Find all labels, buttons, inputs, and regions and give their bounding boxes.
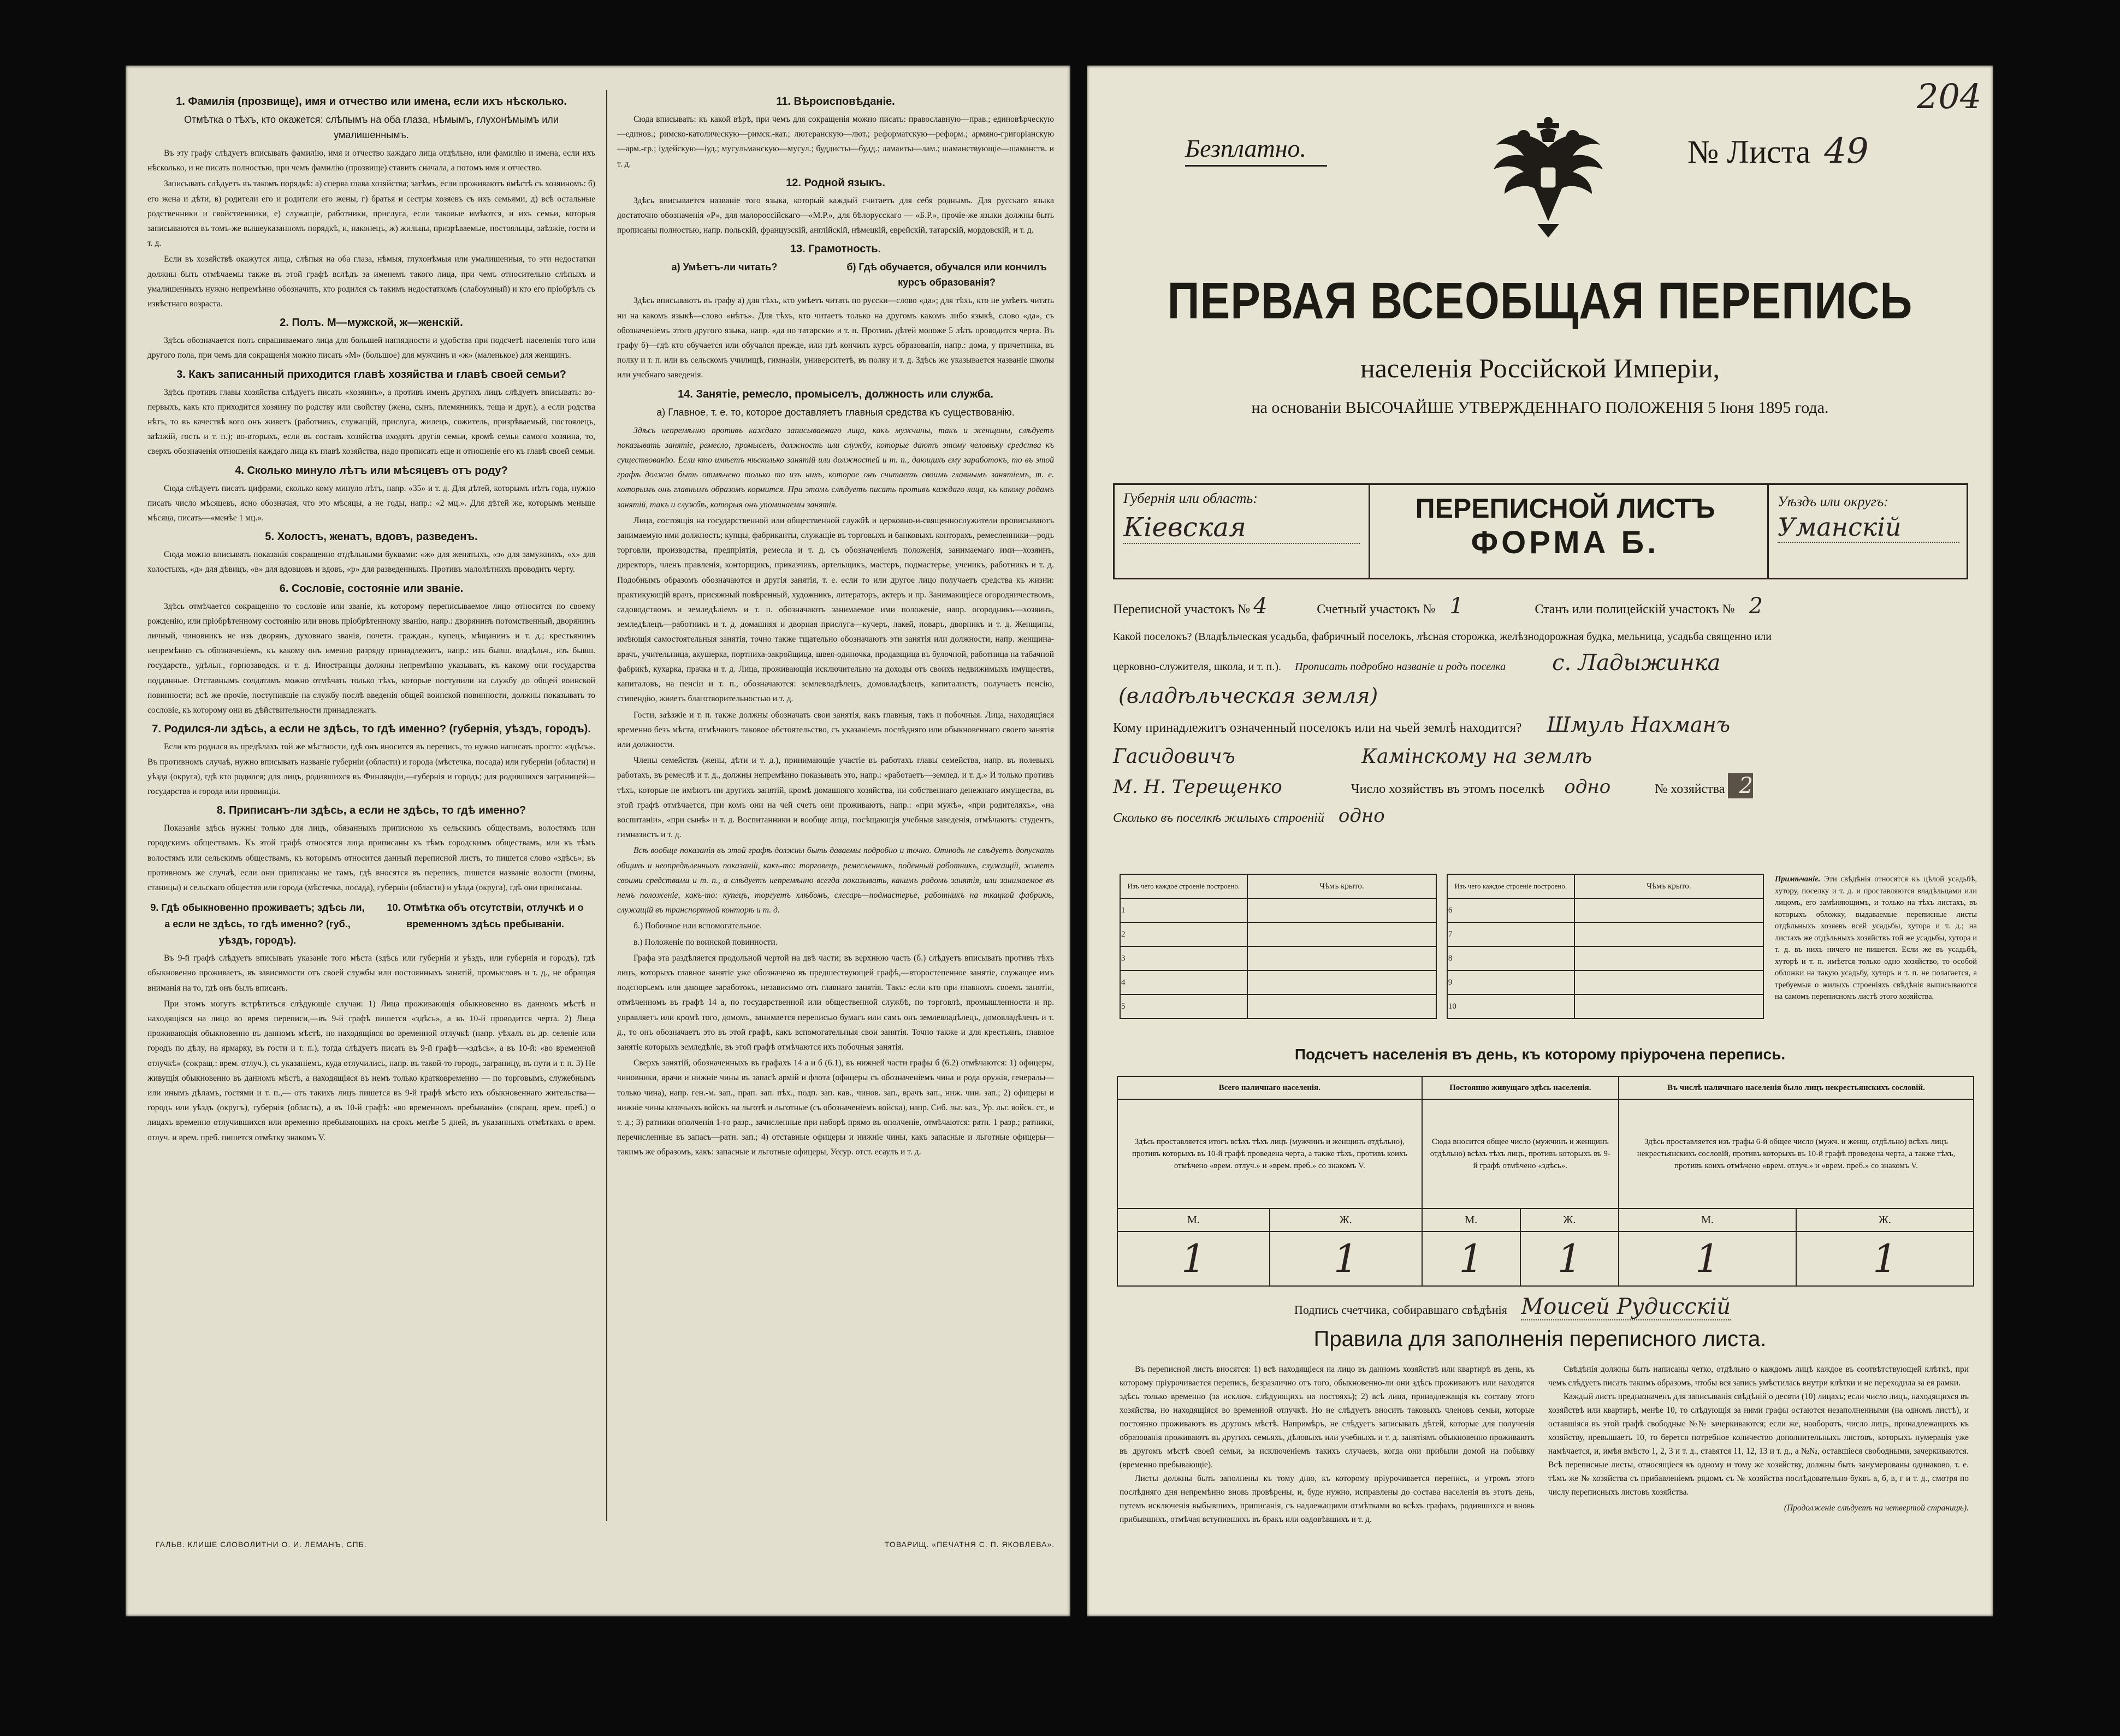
section-1-title: 1. Фамилія (прозвище), имя и отчество или имена, если ихъ нѣсколько.	[176, 96, 567, 108]
landowner-value: М. Н. Терещенко	[1113, 776, 1282, 798]
police-district-label: Станъ или полицейскій участокъ №	[1535, 602, 1735, 617]
female-column-label: Ж.	[1520, 1208, 1619, 1231]
instructions-column-1	[147, 90, 595, 1521]
form-title-cell	[1369, 485, 1762, 561]
uezd-cell	[1767, 485, 1968, 578]
settlement-type-value: (владѣльческая земля)	[1118, 684, 1378, 708]
count-desc-nonpeasant: Здѣсь проставляется изъ графы 6-й общее число (мужч. и женщ. отдѣльно) всѣхъ лицъ некрестьянскихъ сословій, противъ которыхъ въ 10-й графѣ проведена черта, а также тѣхъ, противъ коихъ отмѣчено «врем. отлуч.» и «врем. преб.» со знакомъ V.	[1619, 1099, 1974, 1208]
buildings-table	[1120, 874, 1764, 1019]
rules-text: Въ переписной листъ вносятся: 1) всѣ находящіеся на лицо въ данномъ хозяйствѣ или квартирѣ въ день, къ которому пріурочивается перепись, безразлично отъ того, обыкновенно-ли они здѣсь проживаютъ или находятся здѣсь только временно (за исключ. слѣдующихъ на постояхъ); 2) всѣ лица, принадлежащія къ составу этого хозяйства, но находящіяся во временной отлучкѣ. Но не слѣдуетъ вносить таковыхъ членовъ семьи, которые постоянно проживаютъ въ другомъ мѣстѣ. Напримѣръ, не слѣдуетъ записывать дѣтей, которые для полученія образованія проживаютъ въ другихъ семьяхъ, дѣловыхъ или учебныхъ и т. д. занятіямъ обыкновенно проживаютъ въ другомъ мѣстѣ своей семьи, за исключеніемъ такихъ случаевъ, когда они прибыли домой на побывку (временно пребывающіе).	[1120, 1365, 1535, 1470]
section-14-text: Сверхъ занятій, обозначенныхъ въ графахъ 14 а и б (6.1), въ нижней части графы б (6.2) отмѣчаются: 1) офицеры, чиновники, врачи и нижніе чины въ запасѣ армій и флота (офицеры съ обозначеніемъ чина и рода оружія, генералы—только чина), напр. ген.-м. зап., прап. зап. пѣх., подп. зап. кав., чинов. зап., врачъ зап., ниж. чин. зап.; 2) офицеры и нижніе чины казачьихъ войскъ на льготѣ и льготные (съ обозначеніемъ войска), напр. Сиб. льг. каз., Ур. льг. войск. ст., и т. д.; 3) ратники ополченія 1-го разр., зачисленные при наборѣ прямо въ ополченіе, отмѣчаются: ратн. 1 разр.; ратники, перечисленные въ запасъ—ратн. зап.; 4) отставные офицеры и нижніе чины, какъ запасные и льготные офицеры—такимъ же образомъ, какъ: запасные и льготные офицеры, Уссур. отст. есаулъ и т. д.	[617, 1058, 1054, 1157]
buildings-table-header	[1120, 874, 1763, 898]
uezd-value: Уманскій	[1778, 512, 1959, 543]
section-5-title: 5. Холостъ, женатъ, вдовъ, разведенъ.	[265, 531, 478, 543]
section-12-title: 12. Родной языкъ.	[786, 176, 885, 189]
row-number: 4	[1120, 970, 1247, 994]
male-column-label: М.	[1117, 1208, 1270, 1231]
gubernia-value: Кіевская	[1123, 512, 1360, 544]
section-14-text: Лица, состоящія на государственной или общественной службѣ и церковно-и-священнослужители прописываютъ занимаемую ими должность; купцы, фабриканты, служащіе въ торговыхъ и банковыхъ конторахъ, ремесленники—родъ торговли, производства, предпріятія, ремесла и т. д. съ обозначеніемъ положенія, занимаемаго ими—хозяинъ, директоръ, членъ правленія, конторщикъ, приказчикъ, артельщикъ, мастеръ, подмастерье, ученикъ, работникъ и т. д. Подобнымъ образомъ обозначаются и другія занятія, т. е. если то или другое лицо получаетъ средства къ жизни: практикующій врачъ, присяжный повѣренный, художникъ, литераторъ, актеръ и пр. Занимающіеся огородничествомъ, садоводствомъ и земледѣліемъ и т. п. обозначаютъ занимаемое ими положеніе, напр. огородникъ—хозяинъ, земледѣлецъ—работникъ и т. д. домашняя и дворная прислуга—кучеръ, лакей, поваръ, дворникъ и т. д. Женщины, имѣющія самостоятельныя занятія, точно также тщательно обозначаютъ эти занятія или должности, напр. женщина-врачъ, учительница, акушерка, портниха-закройщица, швея-одиночка, продавщица въ булочной, работница на табачной фабрикѣ, кухарка, прачка и т. д. Лица, проживающія исключительно на доходы отъ своихъ недвижимыхъ имуществъ, капиталовъ, на пенсіи и т. п., обозначаются: землевладѣлецъ, домовладѣлецъ, капиталистъ, получаетъ пенсію, стипендію, живетъ благотворительностью и т. д.	[617, 516, 1054, 704]
section-4-title: 4. Сколько минуло лѣтъ или мѣсяцевъ отъ роду?	[235, 464, 508, 477]
section-14-text: Члены семействъ (жены, дѣти и т. д.), принимающіе участіе въ работахъ главы семейства, напр. въ полевыхъ работахъ, въ ремеслѣ и т. д., должны непремѣнно показывать это, напр.: «работаетъ—землед. и т. д.» И только противъ тѣхъ, которые не имѣютъ ни другихъ занятій, кромѣ домашняго хозяйства, ни собственнаго денежнаго имущества, въ этой графѣ отмѣчается, при комъ они на чей счетъ они проживаютъ, напр.: «при мужѣ», «при родителяхъ», «на воспитаніи», «при сынѣ» и т. д. Воспитанники и вообще лица, посѣщающія учебныя заведенія, отмѣчаютъ: студентъ, гимназистъ и т. д.	[617, 756, 1054, 840]
rules-text: Каждый листъ предназначенъ для записыванія свѣдѣній о десяти (10) лицахъ; если число лицъ, находящихся въ хозяйствѣ или квартирѣ, менѣе 10, то слѣдующія за ними графы остаются незаполненными (на одномъ листѣ), и оставшіяся въ этой графѣ свободные №№ зачеркиваются; если же, наоборотъ, число лицъ, принадлежащихъ къ хозяйству, превышаетъ 10, то берется потребное количество дополнительныхъ листовъ, которыхъ нумерація уже намѣчается, и, имѣя вмѣсто 1, 2, 3 и т. д., ставятся 11, 12, 13 и т. д., а №№, оставшіеся свободными, зачеркиваются. Всѣ переписные листы, относящіеся къ одному и тому же хозяйству, должны быть занумерованы одинаково, т. е. тѣмъ же № хозяйства съ прибавленіемъ рядомъ съ № хозяйства послѣдовательно буквъ а, б, в, г и т. д., смотря по числу переписныхъ листовъ хозяйства.	[1548, 1392, 1969, 1497]
double-headed-eagle-icon	[1485, 115, 1611, 246]
rules-continuation-note: (Продолженіе слѣдуетъ на четвертой страницѣ).	[1784, 1503, 1969, 1513]
section-2-text: Здѣсь обозначается полъ спрашиваемаго лица для большей наглядности и удобства при подсчетѣ населенія того или другого пола, при чемъ для сокращенія можно писать «М» (большое) для мужчинъ и «ж» (маленькое) для женщинъ.	[147, 336, 595, 360]
section-2-title: 2. Полъ. М—мужской, ж—женскій.	[280, 317, 463, 329]
rules-text: Листы должны быть заполнены къ тому дню, къ которому пріурочивается перепись, и утромъ этого послѣдняго дня непремѣнно вновь провѣрены, и, буде нужно, исправлены до состава населенія въ этотъ день, путемъ исключенія выбывшихъ, приписанія, съ надлежащими отмѣтками во всѣхъ графахъ, родившихся и вновь прибывшихъ, отмѣчая вступившихъ въ бракъ или овдовѣвшихъ и т. д.	[1120, 1474, 1535, 1524]
column-divider	[606, 90, 607, 1521]
sheet-number-label: № Листа	[1687, 134, 1811, 170]
section-12-text: Здѣсь вписывается названіе того языка, который каждый считаетъ для себя роднымъ. Для русскаго языка достаточно обозначенія «Р», для малороссійскаго—«М.Р.», для бѣлорусскаго — «Б.Р.», прочіе-же языки должны быть прописаны полностью, напр. польскій, французскій, англійскій, нѣмецкій, еврейскій, татарскій, мордовскій, и т. д.	[617, 195, 1054, 235]
subtitle-law: на основаніи ВЫСОЧАЙШЕ УТВЕРЖДЕННАГО ПОЛОЖЕНІЯ 5 Іюня 1895 года.	[1251, 399, 1829, 417]
section-14-title: 14. Занятіе, ремесло, промыселъ, должность или служба.	[678, 388, 993, 400]
row-number: 5	[1120, 994, 1247, 1018]
section-9-title: 9. Гдѣ обыкновенно проживаетъ; здѣсь ли, а если не здѣсь, то гдѣ именно? (губ., уѣздъ, городъ).	[150, 902, 365, 946]
form-title: ПЕРЕПИСНОЙ ЛИСТЪ	[1415, 493, 1715, 524]
owner-value-2: Гасидовичъ	[1113, 745, 1235, 768]
count-description-row	[1117, 1099, 1974, 1208]
buildings-material-header: Изъ чего каждое строеніе построено.	[1447, 874, 1574, 898]
police-district-value: 2	[1749, 594, 1763, 619]
count-header-nonpeasant: Въ числѣ наличнаго населенія было лицъ некрестьянскихъ сословій.	[1619, 1076, 1974, 1099]
population-count-table	[1117, 1076, 1974, 1287]
free-label-text: Безплатно.	[1185, 134, 1307, 162]
section-1-subtitle: Отмѣтка о тѣхъ, кто окажется: слѣпымъ на оба глаза, нѣмымъ, глухонѣмымъ или умалишеннымъ.	[184, 114, 559, 140]
settlement-row	[1113, 648, 1965, 682]
count-title: Подсчетъ населенія въ день, къ которому пріурочена перепись.	[1294, 1046, 1786, 1063]
sheet-number	[1687, 131, 1869, 171]
section-14-text: Всѣ вообще показанія въ этой графѣ должны быть даваемы подробно и точно. Отнюдь не слѣдуетъ допускать общихъ и неопредѣленныхъ показаній, какъ-то: торговецъ, ремесленникъ, поденный работникъ, служащій, живетъ своими средствами и т. п., а слѣдуетъ непремѣнно всегда показывать, какимъ родомъ занятія, или занимаемое въ немъ положеніе, какъ-то: купецъ, торгуетъ хлѣбомъ, слесарь—подмастерье, работникъ на ткацкой фабрикѣ, служащій въ транспортной конторѣ и т. д.	[617, 846, 1054, 915]
row-number: 2	[1120, 922, 1247, 946]
sheet-number-value: 49	[1824, 131, 1869, 171]
counting-district-label: Счетный участокъ №	[1317, 602, 1436, 617]
section-6-title: 6. Сословіе, состояніе или званіе.	[279, 582, 464, 595]
row-number: 10	[1447, 994, 1574, 1018]
count-value: 1	[1117, 1231, 1270, 1286]
settlement-name-value: с. Ладыжинка	[1552, 650, 1721, 676]
section-14c-title: в.) Положеніе по воинской повинности.	[633, 937, 778, 947]
male-column-label: М.	[1619, 1208, 1796, 1231]
row-number: 7	[1447, 922, 1574, 946]
section-7-title: 7. Родился-ли здѣсь, а если не здѣсь, то гдѣ именно? (губернія, уѣздъ, городъ).	[152, 723, 591, 736]
owner-label: Кому принадлежитъ означенный поселокъ или на чьей землѣ находится?	[1113, 721, 1522, 735]
settlement-question: Какой поселокъ? (Владѣльческая усадьба, фабричный поселокъ, лѣсная сторожка, желѣзнодорожная будка, мельница, усадьба священно или	[1113, 631, 1772, 643]
buildings-note	[1775, 874, 1977, 1003]
note-title: Примѣчаніе.	[1775, 875, 1821, 884]
form-fields	[1113, 590, 1965, 830]
sections-9-10-headings	[147, 896, 595, 951]
buildings-count-label: Сколько въ поселкѣ жилыхъ строеній	[1113, 811, 1324, 825]
households-count-label: Число хозяйствъ въ этомъ поселкѣ	[1351, 782, 1545, 796]
counting-district-value: 1	[1449, 594, 1464, 619]
section-14-text: Здѣсь непремѣнно противъ каждаго записываемаго лица, какъ мужчины, такъ и женщины, слѣдуетъ показывать занятіе, ремесло, промыселъ, должность или службу, которые даютъ этому человѣку средства къ существованію. Если кто имѣетъ нѣсколько занятій или должностей и т. п., дающихъ ему заработокъ, то въ этой графѣ должно быть отмѣчено только то изъ нихъ, которое онъ считаетъ своимъ главнымъ занятіемъ, т. е. которымъ онъ главнымъ образомъ кормится. При этомъ слѣдуетъ писать противъ каждаго лица, къ какому родамъ занятій, такъ и службѣ, которыя онъ упоминаемы занятія.	[617, 425, 1054, 509]
section-13-text: Здѣсь вписываютъ въ графу а) для тѣхъ, кто умѣетъ читать по русски—слово «да»; для тѣхъ, кто не умѣетъ читать ни на какомъ языкѣ—слово «нѣтъ». Для тѣхъ, кто читаетъ только на другомъ какомъ либо языкѣ, слово «да», съ обозначеніемъ этого другого языка, напр. «да по татарски» и т. п. Противъ дѣтей моложе 5 лѣтъ проводится черта. Въ графу б)—гдѣ кто обучается или обучался прежде, или гдѣ кончилъ курсъ образованія, напр.: дома, у причетника, въ полку и т. п. или въ сельскомъ училищѣ, гимназіи, университетѣ, въ полку и т. д. Здѣсь же указывается названіе школы или учебнаго заведенія.	[617, 296, 1054, 380]
section-13-subheads	[617, 259, 1054, 293]
rules-text: Свѣдѣнія должны быть написаны четко, отдѣльно о каждомъ лицѣ каждое въ соотвѣтствующей клѣткѣ, при чемъ слѣдуетъ писать такимъ образомъ, чтобы вся запись умѣстилась внутри клѣтки и не переходила за ея рамки.	[1548, 1365, 1969, 1388]
settlement-name-label: Прописать подробно названіе и родъ поселка	[1295, 661, 1506, 673]
table-row	[1120, 898, 1763, 922]
section-1-text: Записывать слѣдуетъ въ такомъ порядкѣ: а) сперва глава хозяйства; затѣмъ, если проживаютъ вмѣстѣ съ хозяиномъ: б) его жена и дѣти, в) родители его и родители его жены, г) братья и сестры хозяевъ съ ихъ семьями, д) всѣ остальные родственники и свойственники, е) служащіе, работники, прислуга, если таковые имѣются, и ихъ семьи, которыя записываются въ томъ-же вышеуказанномъ порядкѣ, и, наконецъ, ж) жильцы, призрѣваемые, постояльцы, заѣзжіе, гости и т. д.	[147, 179, 595, 248]
row-number: 8	[1447, 946, 1574, 970]
left-page	[126, 66, 1070, 1616]
free-label-underline	[1185, 165, 1327, 167]
subtitle: населенія Россійской Имперіи,	[1360, 353, 1720, 383]
female-column-label: Ж.	[1796, 1208, 1974, 1231]
row-number: 9	[1447, 970, 1574, 994]
buildings-roof-header: Чѣмъ крыто.	[1574, 874, 1763, 898]
count-value: 1	[1422, 1231, 1520, 1286]
count-value: 1	[1796, 1231, 1974, 1286]
owner-row	[1113, 709, 1965, 743]
count-header-permanent: Постоянно живущаго здѣсь населенія.	[1422, 1076, 1619, 1099]
section-3-text: Здѣсь противъ главы хозяйства слѣдуетъ писать «хозяинъ», а противъ именъ другихъ лицъ слѣдуетъ вписывать: во-первыхъ, какъ кто приходится хозяину по родству или свойству (жена, сынъ, племянникъ, теща и друг.), а если родства нѣтъ, то въ качествѣ кого онъ живетъ (работникъ, служащій, прислуга, жилецъ, сожитель, призрѣваемый, постоялецъ, заѣзжій, гость и т. п.); во-вторыхъ, если въ составъ хозяйства входятъ другія семьи, кромѣ семьи самого хозяина, то, сверхъ обозначенія отношенія каждаго лица къ главѣ хозяйства, надо прописать еще и отношеніе его къ главѣ своей семьи.	[147, 387, 595, 457]
buildings-spacer	[1436, 874, 1447, 898]
table-row	[1120, 970, 1763, 994]
section-13a: а) Умѣетъ-ли читать?	[671, 262, 778, 273]
row-number: 1	[1120, 898, 1247, 922]
households-count-value: одно	[1564, 776, 1611, 798]
rules-column-1	[1120, 1362, 1535, 1526]
buildings-row	[1113, 804, 1965, 830]
buildings-count-value: одно	[1338, 805, 1385, 827]
signature-row	[1294, 1294, 1731, 1319]
free-label	[1185, 134, 1327, 167]
table-row	[1120, 994, 1763, 1018]
form-row-districts	[1113, 590, 1965, 626]
section-7-text: Если кто родился въ предѣлахъ той же мѣстности, гдѣ онъ вносится въ перепись, то нужно написать просто: «здѣсь». Въ противномъ случаѣ, нужно вписывать названіе губерніи (области) и города (мѣстечка, посада) или губерніи (области) и уѣзда (округа), гдѣ кто родился; для лицъ, родившихся въ Финляндіи,—губернія и городъ; для родившихся заграницей—государства и города или провинціи.	[147, 742, 595, 796]
male-column-label: М.	[1422, 1208, 1520, 1231]
gubernia-label: Губернія или область:	[1123, 490, 1258, 506]
count-value: 1	[1520, 1231, 1619, 1286]
section-8-title: 8. Приписанъ-ли здѣсь, а если не здѣсь, то гдѣ именно?	[216, 804, 526, 817]
section-14-text: Гости, заѣзжіе и т. п. также должны обозначать свои занятія, какъ главныя, такъ и побочныя. Лица, находящіяся временно безъ мѣста, отмѣчаютъ таковое обстоятельство, съ указаніемъ послѣдняго или обыкновеннаго своего занятія или должности.	[617, 710, 1054, 749]
settlement-examples: церковно-служителя, школа, и т. п.).	[1113, 661, 1281, 673]
count-value: 1	[1619, 1231, 1796, 1286]
count-values-row	[1117, 1231, 1974, 1286]
right-page	[1087, 66, 1993, 1616]
printer-credit-right: ТОВАРИЩ. «ПЕЧАТНЯ С. П. ЯКОВЛЕВА».	[885, 1540, 1055, 1549]
uezd-label: Уѣздъ или округъ:	[1778, 494, 1888, 509]
buildings-roof-header: Чѣмъ крыто.	[1247, 874, 1436, 898]
buildings-material-header: Изъ чего каждое строеніе построено.	[1120, 874, 1247, 898]
count-header-present: Всего наличнаго населенія.	[1117, 1076, 1422, 1099]
corner-number: 204	[1917, 76, 1982, 116]
owner-row-2	[1113, 743, 1965, 771]
section-5-text: Сюда можно вписывать показанія сокращенно отдѣльными буквами: «ж» для женатыхъ, «з» для замужнихъ, «х» для холостыхъ, «д» для дѣвицъ, «в» для вдовцовъ и вдовъ, «р» для разведенныхъ. Противъ малолѣтнихъ проводить черту.	[147, 550, 595, 574]
section-11-text: Сюда вписывать: къ какой вѣрѣ, при чемъ для сокращенія можно писать: православную—прав.; единовѣрческую—единов.; римско-католическую—римск.-кат.; лютеранскую—лют.; реформатскую—реформ.; армяно-григоріанскую—арм.-гр.; іудейскую—іуд.; мусульманскую—мусул.; буддисты—будд.; ламаиты—лам.; шаманствующіе—шаманств. и т. д.	[617, 115, 1054, 169]
table-row	[1120, 946, 1763, 970]
section-8-text: Показанія здѣсь нужны только для лицъ, обязанныхъ приписною къ сельскимъ обществамъ, волостямъ или городскимъ обществамъ. Къ этой графѣ относятся лица приписаны къ тѣмъ городскимъ обществамъ, или къ тѣмъ волостямъ или сельскимъ обществамъ, къ которымъ относится данный переписной листъ, то пишется слово «здѣсь»; въ противномъ же случаѣ, если они приписаны не тамъ, гдѣ вносятся въ перепись, пишется названіе волости (гмины, станицы) и сельскаго общества или города (мѣстечка, посада), губерніи (области) и уѣзда (округа), гдѣ они приписаны.	[147, 823, 595, 892]
section-9-text: При этомъ могутъ встрѣтиться слѣдующіе случаи: 1) Лица проживающія обыкновенно въ данномъ мѣстѣ и находящіяся на лицо во время переписи,—въ 9-й графѣ пишется «здѣсь», а въ 10-й проводится черта. 2) Лица проживающія обыкновенно въ данномъ мѣстѣ, но находящіяся во временной отлучкѣ (напр. уѣхалъ въ др. селеніе или городъ по дѣлу, на ярмарку, въ гости и т. п.), тогда слѣдуетъ писать въ 9-й графѣ—«здѣсь», а въ 10-й: «во временной отлучкѣ» (сокращ.: врем. отлуч.), съ указаніемъ, куда отлучились, напр. въ такой-то городъ, заграницу, въ пути и т. п. 3) Не живущія обыкновенно въ данномъ мѣстѣ, а находящіяся въ немъ только кратковременно — по торговымъ, служебнымъ или инымъ дѣламъ, гостями и т. п.,— отъ такихъ лицъ пишется въ 9-й графѣ мѣсто ихъ обыкновеннаго жительства—городъ или уѣздъ (округъ), губернія (область), а въ 10-й графѣ: «во временномъ пребываніи» (сокращ. врем. преб.) о лицахъ временно отлучившихся или временно пребывающихъ на срокъ менѣе 5 дней, въ указанныхъ отмѣткахъ о врем. отлуч. и врем. преб. пишется отмѣтку знакомъ V.	[147, 999, 595, 1142]
female-column-label: Ж.	[1270, 1208, 1422, 1231]
owner-value-3: Камінскому на землѣ	[1361, 745, 1592, 768]
count-desc-permanent: Сюда вносится общее число (мужчинъ и женщинъ отдѣльно) всѣхъ тѣхъ лицъ, противъ которыхъ въ 9-й графѣ отмѣчено «здѣсь».	[1422, 1099, 1619, 1208]
gubernia-cell	[1115, 485, 1370, 578]
form-header-box	[1113, 483, 1968, 579]
row-number: 6	[1447, 898, 1574, 922]
household-number-label: № хозяйства	[1655, 782, 1725, 796]
table-row	[1120, 922, 1763, 946]
section-3-title: 3. Какъ записанный приходится главѣ хозяйства и главѣ своей семьи?	[176, 368, 566, 381]
signature-label: Подпись счетчика, собиравшаго свѣдѣнія	[1294, 1303, 1507, 1317]
rules-column-2	[1548, 1362, 1969, 1515]
note-text: Эти свѣдѣнія относятся къ цѣлой усадьбѣ, хутору, поселку и т. д. и проставляются владѣльцами или лицомъ, его замѣняющимъ, и только на тѣхъ листахъ, въ которыхъ обложку, выдаваемые переписные листы отдѣльныхъ хозяевъ всей усадьбы, хутора и т. д.; на листахъ же отдѣльныхъ хозяйствъ той же усадьбы, хутора и т. д. въ нихъ ничего не пишется. Если же въ усадьбѣ, хуторѣ и т. п. имѣется только одно хозяйство, то особой обложки на такую усадьбу, хуторъ и т. п. не полагается, а требуемыя о жилыхъ строеніяхъ свѣдѣнія выписываются на самомъ переписномъ листѣ этого хозяйства.	[1775, 875, 1977, 1001]
main-title: ПЕРВАЯ ВСЕОБЩАЯ ПЕРЕПИСЬ	[1167, 272, 1913, 330]
section-1-text: Въ эту графу слѣдуетъ вписывать фамилію, имя и отчество каждаго лица отдѣльно, или фамилію и имена, если ихъ нѣсколько, и не писать полностью, при чемъ фамилію (прозвище) ставить сначала, а потомъ имя и отчество.	[147, 149, 595, 173]
section-13b: б) Гдѣ обучается, обучался или кончилъ курсъ образованія?	[846, 262, 1047, 288]
section-6-text: Здѣсь отмѣчается сокращенно то сословіе или званіе, къ которому переписываемое лицо относится по своему рожденію, или пріобрѣтенному состоянію или вновь пріобрѣтенному званію, напр.: дворянинъ потомственный, дворянинъ личный, чиновникъ не изъ дворянъ, духовнаго званія, почетн. граждан., купецъ, мѣщанинъ и т. д.; крестьянинъ непремѣнно съ обозначеніемъ, къ какому онъ именно разряду принадлежитъ, напр.: изъ бывш. владѣльч., изъ бывш. государств., удѣльн., горнозаводск. и т. д. Иностранцы должны непремѣнно указывать, къ какому они государства подданные. Отставнымъ солдатамъ можно отмѣчать только тѣхъ, которые поступили на службу до общей воинской повинности; всѣ же прочіе, поступившіе на службу послѣ введенія общей воинской повинности, должны показывать то сословіе, къ которому они въ дѣйствительности принадлежатъ.	[147, 601, 595, 715]
form-type: ФОРМА Б.	[1471, 525, 1660, 560]
owner-value: Шмуль Нахманъ	[1547, 713, 1731, 737]
section-14-subtitle: а) Главное, т. е. то, которое доставляетъ главныя средства къ существованію.	[656, 406, 1015, 418]
section-1-text: Если въ хозяйствѣ окажутся лица, слѣпыя на оба глаза, нѣмыя, глухонѣмыя или умалишенныя, то эти недостатки должны быть отмѣчаемы также въ этой графѣ вслѣдъ за именемъ такого лица, при чемъ относительно слѣпыхъ и умалишенныхъ нужно непремѣнно обозначить, кто родился съ такимъ недостаткомъ (слабоумный) и кто его пріобрѣлъ съ извѣстнаго возраста.	[147, 254, 595, 309]
section-14b-title: б.) Побочное или вспомогательное.	[633, 921, 762, 931]
section-10-title: 10. Отмѣтка объ отсутствіи, отлучкѣ и о временномъ здѣсь пребываніи.	[387, 902, 584, 930]
printer-credit-left: ГАЛЬВ. КЛИШЕ СЛОВОЛИТНИ О. И. ЛЕМАНЪ, СПБ.	[156, 1540, 367, 1549]
section-14-text: Графа эта раздѣляется продольной чертой на двѣ части; въ верхнюю часть (б.) слѣдуетъ вписывать противъ тѣхъ лицъ, которыхъ главное занятіе уже обозначено въ предшествующей графѣ,—второстепенное занятіе, служащее имъ подспорьемъ или дающее заработокъ, независимо отъ главнаго занятія. Такъ: если кто при главномъ своемъ занятіи, отмѣченномъ въ графѣ 14 а, по государственной или общественной службѣ, по торговлѣ, промышленности и пр. управляетъ или кромѣ того, домомъ, занимается переписью бумагъ или самъ онъ землевладѣлецъ, домовладѣлецъ и т. д., то онъ обозначаетъ это въ этой графѣ, какъ вспомогательныя свои занятія. Точно также и для крестьянъ, главное занятіе которыхъ земледѣліе, въ этой графѣ отмѣчаются ихъ побочныя занятія.	[617, 953, 1054, 1052]
section-13-title: 13. Грамотность.	[790, 243, 881, 256]
count-value: 1	[1270, 1231, 1422, 1286]
section-11-title: 11. Вѣроисповѣданіе.	[776, 96, 895, 108]
section-9-text: Въ 9-й графѣ слѣдуетъ вписывать указаніе того мѣста (здѣсь или губернія и уѣздъ, или губернія и городъ), гдѣ обыкновенно проживаетъ, въ зависимости отъ своей службы или постоянныхъ занятій, промысловъ и т. д., не обращая вниманія на то, гдѣ онъ былъ вписанъ.	[147, 953, 595, 993]
enumerator-signature: Моисей Рудисскій	[1521, 1294, 1731, 1319]
census-district-value: 4	[1253, 594, 1268, 619]
count-desc-present: Здѣсь проставляется итогъ всѣхъ тѣхъ лицъ (мужчинъ и женщинъ отдѣльно), противъ которыхъ въ 10-й графѣ проведена черта, а также тѣхъ, противъ коихъ отмѣчено «врем. отлуч.» и «врем. преб.» со знакомъ V.	[1117, 1099, 1422, 1208]
instructions-column-2	[617, 90, 1054, 1521]
household-number-value: 2	[1728, 773, 1752, 798]
row-number: 3	[1120, 946, 1247, 970]
census-district-label: Переписной участокъ №	[1113, 602, 1251, 617]
count-sex-row	[1117, 1208, 1974, 1231]
rules-title: Правила для заполненія переписного листа.	[1313, 1327, 1767, 1351]
section-4-text: Сюда слѣдуетъ писать цифрами, сколько кому минуло лѣтъ, напр. «35» и т. д. Для дѣтей, которымъ нѣтъ года, нужно писать число мѣсяцевъ, ясно обозначая, что это мѣсяцы, а не годы, напр.: «2 мц.». Для дѣтей же, которымъ меньше мѣсяца, писать—«менѣе 1 мц.».	[147, 483, 595, 523]
count-header-row	[1117, 1076, 1974, 1099]
households-row	[1113, 771, 1965, 804]
